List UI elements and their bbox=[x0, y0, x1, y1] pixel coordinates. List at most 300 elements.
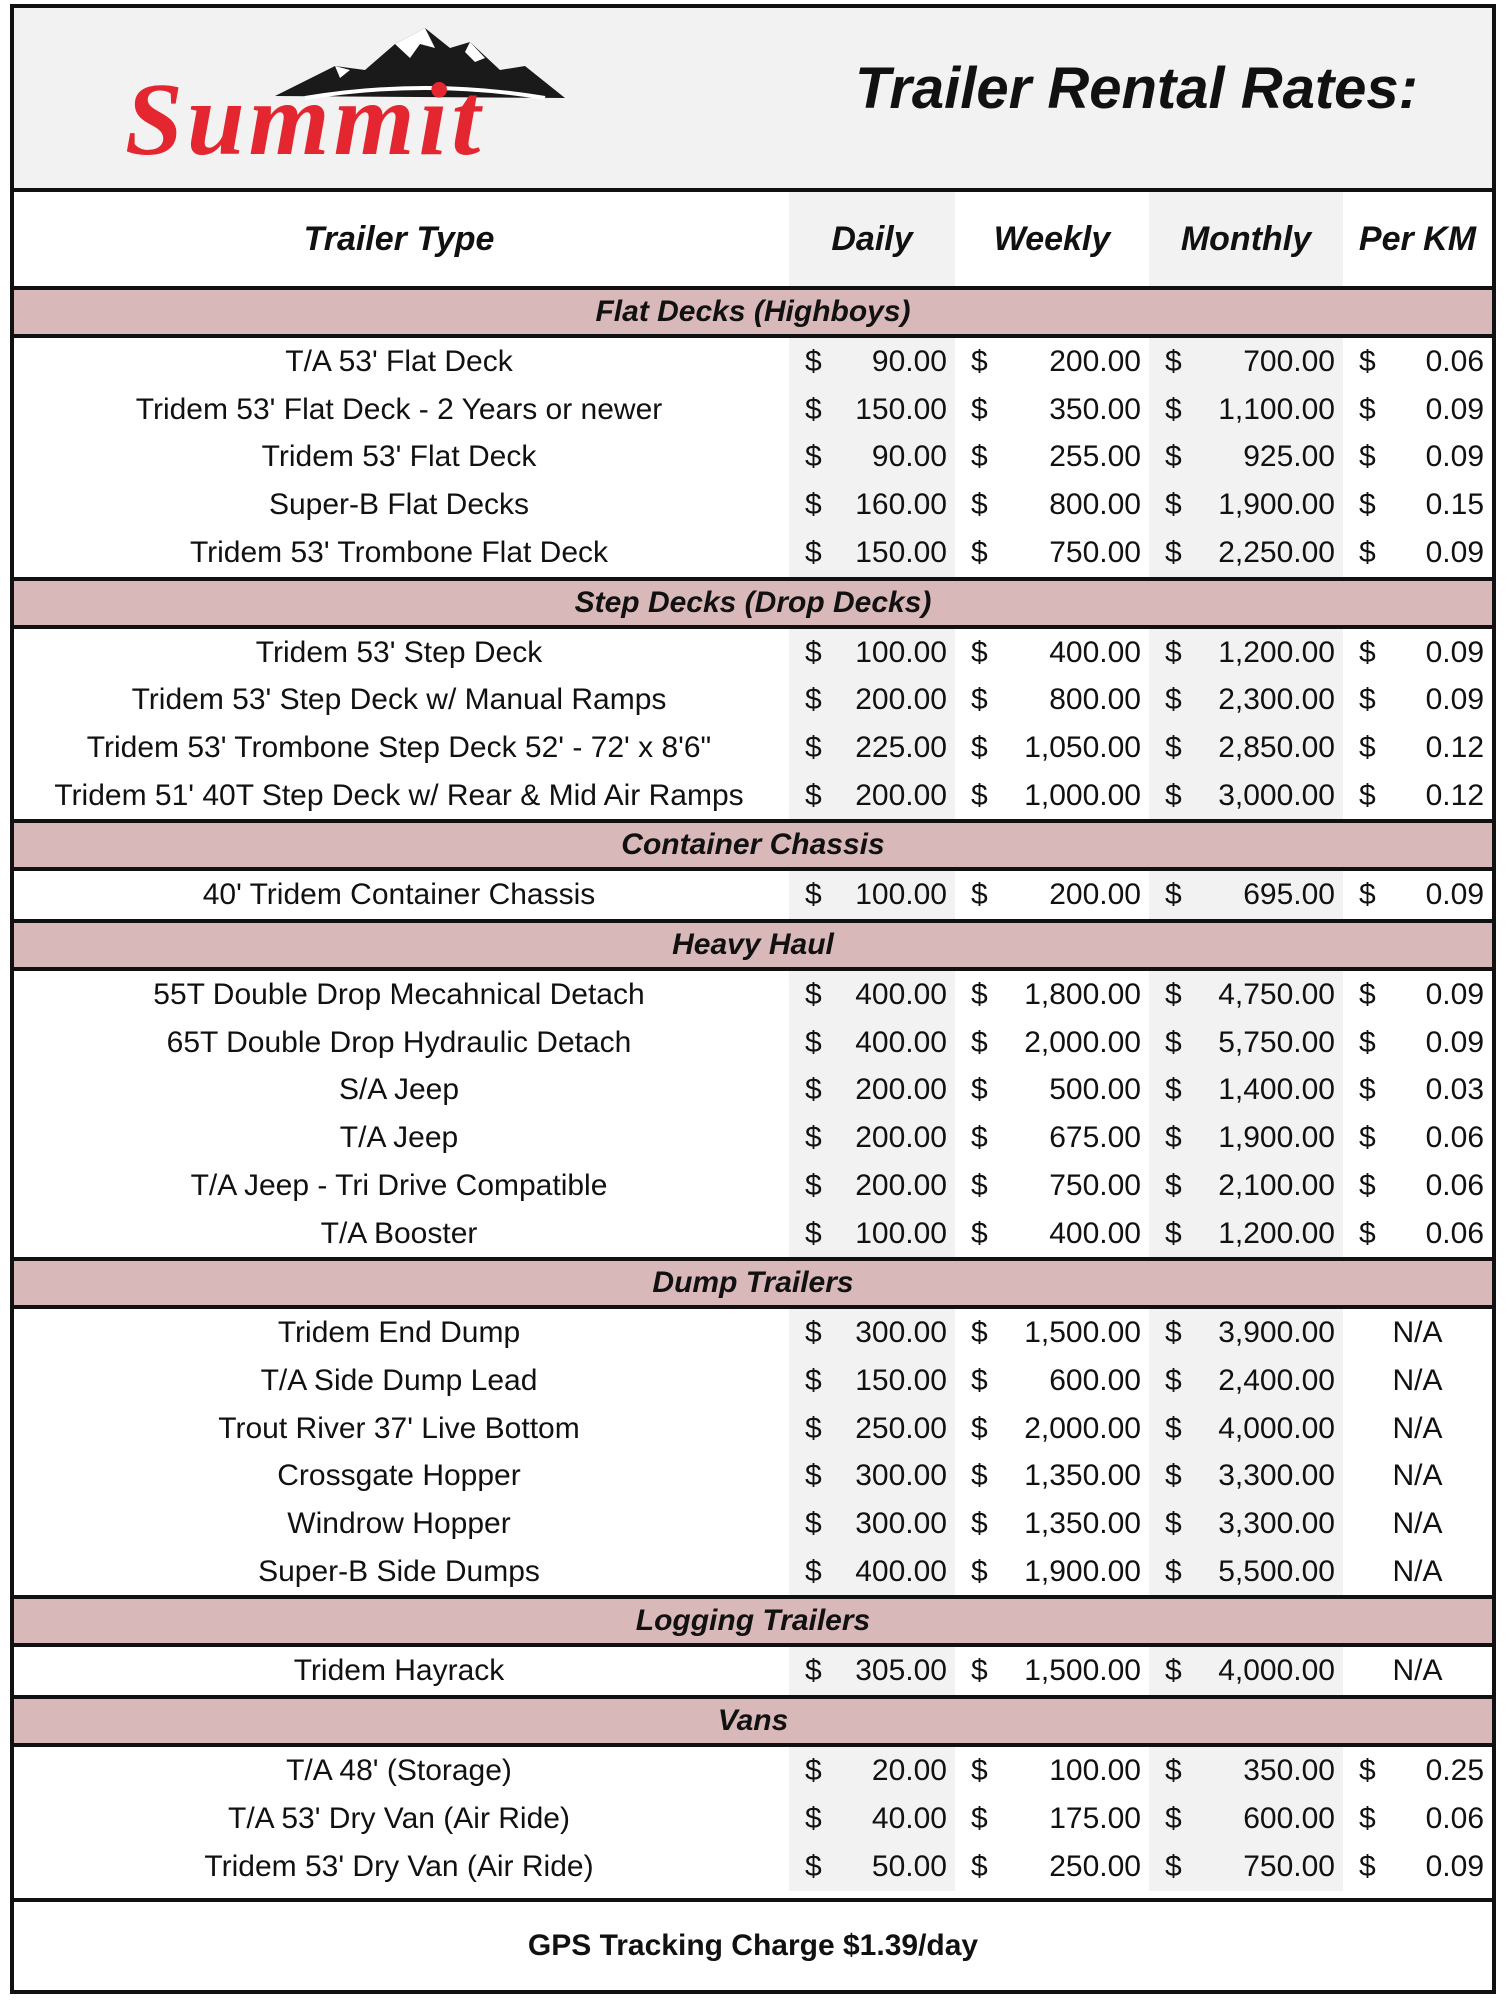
table-row bbox=[14, 1747, 1492, 1795]
gps-tracking-note: GPS Tracking Charge $1.39/day bbox=[527, 1929, 979, 1962]
daily-rate-cell bbox=[789, 1357, 955, 1405]
currency-symbol: $ bbox=[1165, 1073, 1182, 1107]
per-km-rate-cell bbox=[1343, 724, 1492, 772]
monthly-rate: 1,100.00 bbox=[1218, 392, 1335, 426]
currency-symbol: $ bbox=[971, 1654, 988, 1688]
table-row bbox=[14, 971, 1492, 1019]
per-km-rate-cell bbox=[1343, 386, 1492, 434]
currency-symbol: $ bbox=[1165, 730, 1182, 764]
daily-rate: 225.00 bbox=[855, 730, 947, 764]
per-km-rate: 0.06 bbox=[1425, 1168, 1484, 1202]
daily-rate-cell bbox=[789, 1548, 955, 1596]
monthly-rate: 1,200.00 bbox=[1218, 635, 1335, 669]
per-km-rate-cell bbox=[1343, 629, 1492, 677]
trailer-type: T/A Jeep bbox=[339, 1121, 459, 1155]
trailer-type: T/A Jeep - Tri Drive Compatible bbox=[190, 1168, 608, 1202]
currency-symbol: $ bbox=[1165, 1459, 1182, 1493]
currency-symbol: $ bbox=[1359, 1216, 1376, 1250]
currency-symbol: $ bbox=[805, 1073, 822, 1107]
weekly-rate: 750.00 bbox=[1049, 535, 1141, 569]
per-km-rate: 0.12 bbox=[1425, 778, 1484, 812]
monthly-rate: 700.00 bbox=[1243, 345, 1335, 378]
daily-rate: 50.00 bbox=[871, 1849, 947, 1883]
table-row bbox=[14, 1647, 1492, 1695]
per-km-rate: 0.09 bbox=[1425, 878, 1484, 912]
per-km-rate-cell bbox=[1343, 1210, 1492, 1258]
weekly-rate-cell bbox=[955, 1405, 1149, 1453]
page-title: Trailer Rental Rates: bbox=[854, 56, 1418, 121]
weekly-rate: 800.00 bbox=[1049, 488, 1141, 522]
currency-symbol: $ bbox=[1165, 1216, 1182, 1250]
currency-symbol: $ bbox=[1165, 1121, 1182, 1155]
per-km-rate-cell bbox=[1343, 871, 1492, 919]
per-km-rate-cell: N/A bbox=[1392, 1554, 1443, 1588]
currency-symbol: $ bbox=[805, 1849, 822, 1883]
currency-symbol: $ bbox=[805, 1025, 822, 1059]
per-km-rate-cell bbox=[1343, 971, 1492, 1019]
monthly-rate: 600.00 bbox=[1243, 1801, 1335, 1835]
daily-rate: 90.00 bbox=[871, 440, 947, 474]
currency-symbol: $ bbox=[971, 1554, 988, 1588]
currency-symbol: $ bbox=[1165, 635, 1182, 669]
weekly-rate-cell bbox=[955, 338, 1149, 386]
monthly-rate: 925.00 bbox=[1243, 440, 1335, 474]
per-km-rate-cell bbox=[1343, 1019, 1492, 1067]
section-header: Dump Trailers bbox=[14, 1257, 1492, 1309]
per-km-rate: 0.03 bbox=[1425, 1073, 1484, 1107]
monthly-rate: 695.00 bbox=[1243, 878, 1335, 912]
daily-rate-cell bbox=[789, 629, 955, 677]
currency-symbol: $ bbox=[805, 488, 822, 522]
weekly-rate-cell bbox=[955, 1357, 1149, 1405]
monthly-rate: 3,300.00 bbox=[1218, 1459, 1335, 1493]
monthly-rate-cell bbox=[1149, 338, 1343, 386]
monthly-rate-cell bbox=[1149, 1162, 1343, 1210]
weekly-rate-cell bbox=[955, 481, 1149, 529]
daily-rate-cell bbox=[789, 1066, 955, 1114]
currency-symbol: $ bbox=[1165, 778, 1182, 812]
daily-rate: 100.00 bbox=[855, 878, 947, 912]
per-km-rate: 0.09 bbox=[1425, 683, 1484, 717]
currency-symbol: $ bbox=[971, 535, 988, 569]
per-km-rate-cell bbox=[1343, 1114, 1492, 1162]
trailer-type: T/A 53' Dry Van (Air Ride) bbox=[228, 1801, 570, 1835]
daily-rate: 400.00 bbox=[855, 978, 947, 1011]
weekly-rate: 175.00 bbox=[1049, 1801, 1141, 1835]
daily-rate: 200.00 bbox=[855, 1121, 947, 1155]
monthly-rate: 2,100.00 bbox=[1218, 1168, 1335, 1202]
per-km-rate-cell bbox=[1343, 481, 1492, 529]
monthly-rate: 4,000.00 bbox=[1218, 1411, 1335, 1445]
currency-symbol: $ bbox=[971, 978, 988, 1011]
currency-symbol: $ bbox=[805, 1459, 822, 1493]
table-row bbox=[14, 1405, 1492, 1453]
daily-rate-cell bbox=[789, 386, 955, 434]
monthly-rate-cell bbox=[1149, 1843, 1343, 1891]
daily-rate-cell bbox=[789, 481, 955, 529]
currency-symbol: $ bbox=[1359, 778, 1376, 812]
per-km-rate-cell bbox=[1343, 1747, 1492, 1795]
column-header-type: Trailer Type bbox=[303, 219, 495, 258]
section-header: Container Chassis bbox=[14, 819, 1492, 871]
weekly-rate: 1,800.00 bbox=[1024, 978, 1141, 1011]
table-row bbox=[14, 1843, 1492, 1891]
monthly-rate: 1,900.00 bbox=[1218, 488, 1335, 522]
daily-rate: 300.00 bbox=[855, 1507, 947, 1540]
daily-rate: 200.00 bbox=[855, 778, 947, 812]
daily-rate-cell bbox=[789, 1019, 955, 1067]
daily-rate: 40.00 bbox=[871, 1801, 947, 1835]
daily-rate: 305.00 bbox=[855, 1654, 947, 1688]
table-row bbox=[14, 1019, 1492, 1067]
trailer-type: Super-B Side Dumps bbox=[258, 1554, 540, 1588]
currency-symbol: $ bbox=[1165, 1801, 1182, 1835]
currency-symbol: $ bbox=[1165, 683, 1182, 717]
currency-symbol: $ bbox=[971, 440, 988, 474]
trailer-type: Tridem End Dump bbox=[277, 1316, 521, 1350]
per-km-rate: 0.09 bbox=[1425, 392, 1484, 426]
trailer-type: T/A Side Dump Lead bbox=[260, 1363, 538, 1397]
currency-symbol: $ bbox=[805, 730, 822, 764]
trailer-type: Tridem Hayrack bbox=[293, 1654, 505, 1688]
per-km-rate-cell bbox=[1343, 1843, 1492, 1891]
currency-symbol: $ bbox=[805, 440, 822, 474]
daily-rate-cell bbox=[789, 1210, 955, 1258]
per-km-rate-cell bbox=[1343, 772, 1492, 820]
weekly-rate: 250.00 bbox=[1049, 1849, 1141, 1883]
currency-symbol: $ bbox=[1359, 1754, 1376, 1788]
monthly-rate-cell bbox=[1149, 772, 1343, 820]
daily-rate: 200.00 bbox=[855, 1073, 947, 1107]
daily-rate: 160.00 bbox=[855, 488, 947, 522]
trailer-type: S/A Jeep bbox=[338, 1073, 460, 1107]
weekly-rate-cell bbox=[955, 1500, 1149, 1548]
daily-rate: 150.00 bbox=[855, 392, 947, 426]
weekly-rate-cell bbox=[955, 1114, 1149, 1162]
per-km-rate-cell: N/A bbox=[1392, 1316, 1443, 1350]
daily-rate-cell bbox=[789, 1843, 955, 1891]
trailer-type: Tridem 53' Trombone Step Deck 52' - 72' x 8'6" bbox=[86, 730, 712, 764]
daily-rate: 200.00 bbox=[855, 683, 947, 717]
currency-symbol: $ bbox=[1165, 1363, 1182, 1397]
column-header-weekly: Weekly bbox=[993, 219, 1111, 258]
per-km-rate: 0.09 bbox=[1425, 1025, 1484, 1059]
per-km-rate: 0.06 bbox=[1425, 1216, 1484, 1250]
currency-symbol: $ bbox=[1359, 392, 1376, 426]
monthly-rate-cell bbox=[1149, 481, 1343, 529]
trailer-type: 40' Tridem Container Chassis bbox=[202, 878, 596, 912]
trailer-type: Tridem 53' Step Deck w/ Manual Ramps bbox=[131, 683, 667, 717]
monthly-rate-cell bbox=[1149, 724, 1343, 772]
per-km-rate: 0.06 bbox=[1425, 345, 1484, 378]
currency-symbol: $ bbox=[1359, 345, 1376, 378]
monthly-rate-cell bbox=[1149, 1548, 1343, 1596]
daily-rate-cell bbox=[789, 971, 955, 1019]
monthly-rate-cell bbox=[1149, 433, 1343, 481]
column-header-monthly: Monthly bbox=[1149, 192, 1343, 286]
per-km-rate-cell bbox=[1343, 1162, 1492, 1210]
weekly-rate-cell bbox=[955, 1309, 1149, 1357]
currency-symbol: $ bbox=[971, 1411, 988, 1445]
currency-symbol: $ bbox=[1359, 1801, 1376, 1835]
monthly-rate-cell bbox=[1149, 629, 1343, 677]
table-row bbox=[14, 1795, 1492, 1843]
currency-symbol: $ bbox=[1165, 1316, 1182, 1350]
section-header: Step Decks (Drop Decks) bbox=[14, 577, 1492, 629]
trailer-type: 55T Double Drop Mecahnical Detach bbox=[153, 978, 645, 1011]
weekly-rate: 2,000.00 bbox=[1024, 1025, 1141, 1059]
daily-rate: 200.00 bbox=[855, 1168, 947, 1202]
currency-symbol: $ bbox=[805, 635, 822, 669]
daily-rate: 100.00 bbox=[855, 635, 947, 669]
per-km-rate: 0.06 bbox=[1425, 1801, 1484, 1835]
per-km-rate-cell bbox=[1343, 1066, 1492, 1114]
daily-rate-cell bbox=[789, 1114, 955, 1162]
monthly-rate: 5,750.00 bbox=[1218, 1025, 1335, 1059]
weekly-rate: 500.00 bbox=[1049, 1073, 1141, 1107]
table-row bbox=[14, 433, 1492, 481]
per-km-rate-cell bbox=[1343, 676, 1492, 724]
currency-symbol: $ bbox=[971, 878, 988, 912]
currency-symbol: $ bbox=[1165, 392, 1182, 426]
trailer-type: Tridem 53' Flat Deck - 2 Years or newer bbox=[135, 392, 663, 426]
trailer-type: Tridem 53' Step Deck bbox=[255, 635, 543, 669]
monthly-rate-cell bbox=[1149, 1357, 1343, 1405]
currency-symbol: $ bbox=[971, 1363, 988, 1397]
weekly-rate-cell bbox=[955, 871, 1149, 919]
per-km-rate: 0.09 bbox=[1425, 1849, 1484, 1883]
currency-symbol: $ bbox=[1165, 440, 1182, 474]
monthly-rate-cell bbox=[1149, 1066, 1343, 1114]
weekly-rate: 675.00 bbox=[1049, 1121, 1141, 1155]
trailer-type: Trout River 37' Live Bottom bbox=[218, 1411, 580, 1445]
weekly-rate: 1,500.00 bbox=[1024, 1316, 1141, 1350]
table-row bbox=[14, 1066, 1492, 1114]
monthly-rate-cell bbox=[1149, 871, 1343, 919]
monthly-rate-cell bbox=[1149, 971, 1343, 1019]
daily-rate-cell bbox=[789, 871, 955, 919]
weekly-rate-cell bbox=[955, 1019, 1149, 1067]
currency-symbol: $ bbox=[1165, 488, 1182, 522]
per-km-rate-cell bbox=[1343, 1795, 1492, 1843]
daily-rate-cell bbox=[789, 1747, 955, 1795]
currency-symbol: $ bbox=[1165, 1025, 1182, 1059]
per-km-rate-cell bbox=[1343, 433, 1492, 481]
currency-symbol: $ bbox=[971, 1168, 988, 1202]
column-header-row bbox=[14, 192, 1492, 286]
table-row bbox=[14, 1114, 1492, 1162]
currency-symbol: $ bbox=[805, 1507, 822, 1540]
daily-rate-cell bbox=[789, 724, 955, 772]
table-row bbox=[14, 529, 1492, 577]
weekly-rate-cell bbox=[955, 772, 1149, 820]
currency-symbol: $ bbox=[971, 1849, 988, 1883]
monthly-rate: 2,250.00 bbox=[1218, 535, 1335, 569]
daily-rate: 20.00 bbox=[871, 1754, 947, 1788]
trailer-type: Tridem 53' Trombone Flat Deck bbox=[189, 535, 609, 569]
table-row bbox=[14, 338, 1492, 386]
weekly-rate: 1,050.00 bbox=[1024, 730, 1141, 764]
daily-rate-cell bbox=[789, 772, 955, 820]
weekly-rate: 400.00 bbox=[1049, 635, 1141, 669]
monthly-rate-cell bbox=[1149, 1309, 1343, 1357]
currency-symbol: $ bbox=[1359, 1073, 1376, 1107]
weekly-rate-cell bbox=[955, 971, 1149, 1019]
monthly-rate: 2,850.00 bbox=[1218, 730, 1335, 764]
monthly-rate-cell bbox=[1149, 1795, 1343, 1843]
per-km-rate: 0.09 bbox=[1425, 535, 1484, 569]
section-header: Flat Decks (Highboys) bbox=[14, 286, 1492, 338]
trailer-type: Windrow Hopper bbox=[287, 1507, 511, 1540]
monthly-rate: 3,900.00 bbox=[1218, 1316, 1335, 1350]
currency-symbol: $ bbox=[1359, 635, 1376, 669]
currency-symbol: $ bbox=[1359, 1849, 1376, 1883]
daily-rate: 300.00 bbox=[855, 1459, 947, 1493]
trailer-type: Crossgate Hopper bbox=[277, 1459, 521, 1493]
currency-symbol: $ bbox=[971, 1459, 988, 1493]
currency-symbol: $ bbox=[1165, 1849, 1182, 1883]
section-header: Vans bbox=[14, 1695, 1492, 1747]
monthly-rate: 1,200.00 bbox=[1218, 1216, 1335, 1250]
currency-symbol: $ bbox=[1165, 345, 1182, 378]
currency-symbol: $ bbox=[1165, 1654, 1182, 1688]
weekly-rate: 350.00 bbox=[1049, 392, 1141, 426]
daily-rate-cell bbox=[789, 1500, 955, 1548]
per-km-rate-cell: N/A bbox=[1392, 1363, 1443, 1397]
weekly-rate-cell bbox=[955, 433, 1149, 481]
currency-symbol: $ bbox=[1165, 535, 1182, 569]
monthly-rate: 4,750.00 bbox=[1218, 978, 1335, 1011]
monthly-rate: 4,000.00 bbox=[1218, 1654, 1335, 1688]
per-km-rate-cell bbox=[1343, 338, 1492, 386]
weekly-rate-cell bbox=[955, 676, 1149, 724]
per-km-rate-cell bbox=[1343, 529, 1492, 577]
summit-logo bbox=[125, 18, 665, 177]
daily-rate: 300.00 bbox=[855, 1316, 947, 1350]
currency-symbol: $ bbox=[1165, 1507, 1182, 1540]
monthly-rate-cell bbox=[1149, 1452, 1343, 1500]
column-header-daily: Daily bbox=[789, 192, 955, 286]
currency-symbol: $ bbox=[971, 392, 988, 426]
currency-symbol: $ bbox=[1165, 878, 1182, 912]
daily-rate: 150.00 bbox=[855, 535, 947, 569]
table-row bbox=[14, 1500, 1492, 1548]
table-row bbox=[14, 1357, 1492, 1405]
per-km-rate: 0.09 bbox=[1425, 978, 1484, 1011]
weekly-rate: 1,500.00 bbox=[1024, 1654, 1141, 1688]
currency-symbol: $ bbox=[805, 1363, 822, 1397]
currency-symbol: $ bbox=[971, 1801, 988, 1835]
daily-rate: 90.00 bbox=[871, 345, 947, 378]
weekly-rate: 800.00 bbox=[1049, 683, 1141, 717]
table-row bbox=[14, 1162, 1492, 1210]
currency-symbol: $ bbox=[971, 778, 988, 812]
monthly-rate: 2,300.00 bbox=[1218, 683, 1335, 717]
monthly-rate-cell bbox=[1149, 1210, 1343, 1258]
weekly-rate-cell bbox=[955, 629, 1149, 677]
currency-symbol: $ bbox=[805, 1168, 822, 1202]
daily-rate-cell bbox=[789, 1162, 955, 1210]
currency-symbol: $ bbox=[805, 392, 822, 426]
weekly-rate-cell bbox=[955, 1548, 1149, 1596]
column-header-per-km: Per KM bbox=[1358, 219, 1477, 258]
currency-symbol: $ bbox=[805, 1654, 822, 1688]
per-km-rate-cell: N/A bbox=[1392, 1507, 1443, 1540]
monthly-rate: 350.00 bbox=[1243, 1754, 1335, 1788]
currency-symbol: $ bbox=[805, 978, 822, 1011]
weekly-rate-cell bbox=[955, 1162, 1149, 1210]
trailer-type: Tridem 53' Flat Deck bbox=[261, 440, 537, 474]
currency-symbol: $ bbox=[971, 1316, 988, 1350]
currency-symbol: $ bbox=[971, 1754, 988, 1788]
weekly-rate: 2,000.00 bbox=[1024, 1411, 1141, 1445]
currency-symbol: $ bbox=[805, 1316, 822, 1350]
table-row bbox=[14, 629, 1492, 677]
trailer-type: T/A Booster bbox=[320, 1216, 478, 1250]
currency-symbol: $ bbox=[805, 778, 822, 812]
per-km-rate-cell: N/A bbox=[1392, 1411, 1443, 1445]
table-row bbox=[14, 1309, 1492, 1357]
currency-symbol: $ bbox=[805, 535, 822, 569]
monthly-rate-cell bbox=[1149, 1114, 1343, 1162]
table-row bbox=[14, 386, 1492, 434]
currency-symbol: $ bbox=[805, 1754, 822, 1788]
currency-symbol: $ bbox=[971, 683, 988, 717]
currency-symbol: $ bbox=[1165, 1411, 1182, 1445]
per-km-rate: 0.09 bbox=[1425, 440, 1484, 474]
daily-rate-cell bbox=[789, 676, 955, 724]
daily-rate: 250.00 bbox=[855, 1411, 947, 1445]
currency-symbol: $ bbox=[1165, 1754, 1182, 1788]
weekly-rate: 1,000.00 bbox=[1024, 778, 1141, 812]
monthly-rate: 3,000.00 bbox=[1218, 778, 1335, 812]
currency-symbol: $ bbox=[1359, 1168, 1376, 1202]
weekly-rate: 1,350.00 bbox=[1024, 1507, 1141, 1540]
monthly-rate-cell bbox=[1149, 1500, 1343, 1548]
currency-symbol: $ bbox=[805, 1801, 822, 1835]
weekly-rate: 200.00 bbox=[1049, 345, 1141, 378]
currency-symbol: $ bbox=[971, 488, 988, 522]
currency-symbol: $ bbox=[805, 1411, 822, 1445]
per-km-rate: 0.25 bbox=[1425, 1754, 1484, 1788]
monthly-rate: 3,300.00 bbox=[1218, 1507, 1335, 1540]
trailer-type: Tridem 51' 40T Step Deck w/ Rear & Mid Air Ramps bbox=[54, 778, 744, 812]
daily-rate-cell bbox=[789, 338, 955, 386]
currency-symbol: $ bbox=[971, 345, 988, 378]
currency-symbol: $ bbox=[1359, 730, 1376, 764]
currency-symbol: $ bbox=[1165, 1168, 1182, 1202]
per-km-rate: 0.15 bbox=[1425, 488, 1484, 522]
table-row bbox=[14, 772, 1492, 820]
currency-symbol: $ bbox=[971, 730, 988, 764]
monthly-rate: 750.00 bbox=[1243, 1849, 1335, 1883]
currency-symbol: $ bbox=[1359, 488, 1376, 522]
currency-symbol: $ bbox=[1359, 1025, 1376, 1059]
currency-symbol: $ bbox=[805, 683, 822, 717]
weekly-rate: 200.00 bbox=[1049, 878, 1141, 912]
monthly-rate-cell bbox=[1149, 386, 1343, 434]
weekly-rate-cell bbox=[955, 1066, 1149, 1114]
weekly-rate-cell bbox=[955, 386, 1149, 434]
currency-symbol: $ bbox=[971, 1216, 988, 1250]
daily-rate: 400.00 bbox=[855, 1025, 947, 1059]
per-km-rate: 0.12 bbox=[1425, 730, 1484, 764]
monthly-rate: 1,400.00 bbox=[1218, 1073, 1335, 1107]
table-row bbox=[14, 676, 1492, 724]
currency-symbol: $ bbox=[1165, 978, 1182, 1011]
daily-rate-cell bbox=[789, 1795, 955, 1843]
currency-symbol: $ bbox=[971, 635, 988, 669]
